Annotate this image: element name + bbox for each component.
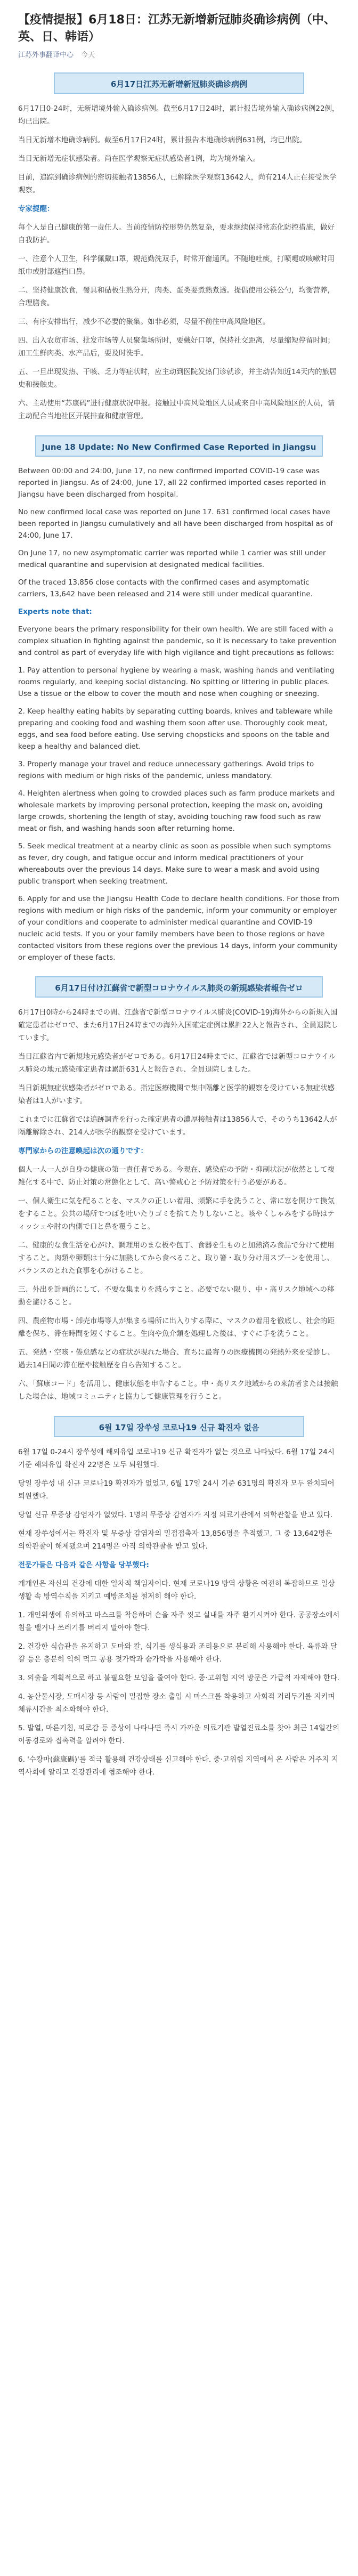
article-title: 【疫情提报】6月18日：江苏无新增新冠肺炎确诊病例（中、英、日、韩语）: [18, 13, 336, 44]
paragraph: 個人一人一人が自身の健康の第一責任者である。今現在、感染症の予防・抑制状況が依然として複雑化する中で、防止対策の常態化として、高い警戒心と予防対策を行う必要がある。: [18, 1165, 335, 1187]
publish-date: 今天: [81, 51, 95, 59]
paragraph: 每个人是自己健康的第一责任人。当前疫情防控形势仍然复杂，要求继续保持常态化防控措施，做好自我防护。: [18, 223, 335, 245]
paragraph: 3. Properly manage your travel and reduce unnecessary gatherings. Avoid trips to regions with medium or high risks of the pandemic, unless mandatory.: [18, 760, 314, 780]
paragraph: 五、発熱・空咳・倦怠感などの症状が現れた場合、直ちに最寄りの医療機関の発熱外来を受診し、過去14日間の滞在歴や接触歴を自ら告知すること。: [18, 1348, 335, 1370]
paragraph: 4. 농산물시장, 도매시장 등 사람이 밀집한 장소 출입 시 마스크를 착용하고 사회적 거리두기를 지키며 체류시간을 최소화해야 한다.: [18, 1692, 335, 1714]
paragraph: 2. 건강한 식습관을 유지하고 도마와 칼, 식기를 생식용과 조리용으로 분리해 사용해야 한다. 육류와 달걀 등은 충분히 익혀 먹고 공용 젓가락과 숟가락을 사용해야 한다.: [18, 1642, 337, 1664]
section-heading-korean: 6월 17일 장쑤성 코로나19 신규 확진자 없음: [54, 1416, 304, 1437]
paragraph: 4. Heighten alertness when going to crowded places such as farm produce markets and wholesale markets by improving personal protection, keeping the mask on, avoiding large crowds, shortening the length of stay, avoiding touching raw food such as raw meat or fish, and washing hands soon after returning home.: [18, 789, 335, 833]
paragraph: 6월 17일 0-24시 장쑤성에 해외유입 코로나19 신규 확진자가 없는 것으로 나타났다. 6월 17일 24시 기준 해외유입 확진자 22명은 모두 퇴원했다.: [18, 1448, 335, 1469]
expert-note-heading: 전문가들은 다음과 같은 사항을 당부했다:: [18, 1561, 149, 1569]
section-body-chinese: [18, 102, 340, 423]
paragraph: 当日江蘇省内で新規地元感染者がゼロである。6月17日24時までに、江蘇省では新型コロナウイルス肺炎の地元感染確定患者は累計631人と報告され、全員退院しました。: [18, 1052, 336, 1074]
paragraph: 6月17日0-24时，无新增境外输入确诊病例。截至6月17日24时，累计报告境外输入确诊病例22例，均已出院。: [18, 104, 339, 126]
paragraph: 1. Pay attention to personal hygiene by wearing a mask, washing hands and ventilating rooms regularly, and keeping social distancing. No spitting or littering in public places. Use a tissue or the elbow to cover the mouth and nose when coughing or sneezing.: [18, 666, 335, 698]
paragraph: Of the traced 13,856 close contacts with the confirmed cases and asymptomatic carriers, 13,642 have been released and 214 were still under medical quarantine.: [18, 578, 313, 598]
paragraph: 六、主动使用“苏康码”进行健康状况申报。接触过中高风险地区人员或来自中高风险地区的人员，请主动配合当地社区开展排查和健康管理。: [18, 399, 335, 420]
paragraph: これまでに江蘇省では追跡調査を行った確定患者の濃厚接触者は13856人で、そのうち13642人が隔離解除され、214人が医学的観察を受けています。: [18, 1115, 337, 1137]
article-meta: [18, 49, 340, 60]
paragraph: 당일 신규 무증상 감염자가 없었다. 1명의 무증상 감염자가 지정 의료기관에서 의학관찰을 받고 있다.: [18, 1511, 333, 1519]
paragraph: 三、外出を計画的にして、不要な集まりを減らすこと。必要でない限り、中・高リスク地域への移動を避けること。: [18, 1285, 335, 1307]
section-body-korean: [18, 1446, 340, 1779]
paragraph: 6月17日0時から24時までの間、江蘇省で新型コロナウイルス肺炎(COVID-19)海外からの新規入国確定患者はゼロで、また6月17日24時までの海外入国確定症例は累計22人と報告され、全員退院しています。: [18, 1008, 338, 1042]
expert-note-heading: 专家提醒：: [18, 205, 54, 213]
section-heading-english: June 18 Update: No New Confirmed Case Reported in Jiangsu: [35, 435, 323, 457]
account-name-link[interactable]: 江苏外事翻译中心: [18, 51, 74, 59]
paragraph: No new confirmed local case was reported on June 17. 631 confirmed local cases have been reported in Jiangsu cumulatively and all have been discharged from hospital as of 24:00, June 17.: [18, 508, 333, 540]
expert-note-heading: Experts note that:: [18, 607, 92, 616]
paragraph: 当日新規無症状感染者がゼロである。指定医療機関で集中隔離と医学的観察を受けている無症状感染者は1人がいます。: [18, 1084, 335, 1105]
paragraph: 一、注意个人卫生，科学佩戴口罩，规范勤洗双手，时常开窗通风。不随地吐痰，打喷嚏或咳嗽时用纸巾或肘部遮挡口鼻。: [18, 255, 335, 276]
paragraph: 一、個人衛生に気を配ることを、マスクの正しい着用、頻繁に手を洗うこと、常に窓を開けて換気をすること。公共の場所でつばを吐いたりゴミを捨てたりしないこと。咳やくしゃみをする時はティッシュや肘の内側で口と鼻を覆うこと。: [18, 1197, 335, 1231]
paragraph: 三、有序安排出行，减少不必要的聚集。如非必须，尽量不前往中高风险地区。: [18, 318, 270, 326]
paragraph: 1. 개인위생에 유의하고 마스크를 착용하며 손을 자주 씻고 실내를 자주 환기시켜야 한다. 공공장소에서 침을 뱉거나 쓰레기를 버리지 말아야 한다.: [18, 1611, 340, 1632]
paragraph: 3. 외출을 계획적으로 하고 불필요한 모임을 줄여야 한다. 중·고위험 지역 방문은 가급적 자제해야 한다.: [18, 1674, 340, 1682]
paragraph: 현재 장쑤성에서는 확진자 및 무증상 감염자의 밀접접촉자 13,856명을 추적했고, 그 중 13,642명은 의학관찰이 해제됐으며 214명은 아직 의학관찰을 받고 있다.: [18, 1529, 332, 1551]
paragraph: 目前，追踪到确诊病例的密切接触者13856人，已解除医学观察13642人，尚有214人正在接受医学观察。: [18, 173, 337, 195]
paragraph: Everyone bears the primary responsibility for their own health. We are still faced with a complex situation in fighting against the pandemic, so it is necessary to take prevention and control as part of everyday life with high vigilance and tight precautions as follows:: [18, 625, 337, 657]
section-body-japanese: [18, 1006, 340, 1403]
paragraph: 二、坚持健康饮食，餐具和砧板生熟分开，肉类、蛋类要煮熟煮透。提倡使用公筷公勺，均衡营养，合理膳食。: [18, 286, 335, 307]
paragraph: 6. Apply for and use the Jiangsu Health Code to declare health conditions. For those from regions with medium or high risks of the pandemic, inform your community or employer of your conditions and cooperate to administer medical quarantine and COVID-19 nucleic acid tests. If you or your family members have been to those regions or have contacted visitors from these regions over the previous 14 days, inform your community or employer of these facts.: [18, 895, 339, 962]
paragraph: 六、「蘇康コード」を活用し、健康状態を申告すること。中・高リスク地域からの来訪者または接触した場合は、地域コミュニティと協力して健康管理を行うこと。: [18, 1380, 338, 1401]
paragraph: 6. '수캉마(蘇康碼)'를 적극 활용해 건강상태를 신고해야 한다. 중·고위험 지역에서 온 사람은 거주지 지역사회에 알리고 건강관리에 협조해야 한다.: [18, 1755, 338, 1777]
paragraph: 二、健康的な食生活を心がけ、調理用のまな板や包丁、食器を生ものと加熱済み食品で分けて使用すること。肉類や卵類は十分に加熱してから食べること。取り箸・取り分け用スプーンを使用し、バランスのとれた食事を心がけること。: [18, 1241, 335, 1275]
paragraph: 5. 발열, 마른기침, 피로감 등 증상이 나타나면 즉시 가까운 의료기관 발열진료소를 찾아 최근 14일간의 이동경로와 접촉력을 알려야 한다.: [18, 1724, 340, 1745]
paragraph: Between 00:00 and 24:00, June 17, no new confirmed imported COVID-19 case was reported in Jiangsu. As of 24:00, June 17, all 22 confirmed imported cases reported in Jiangsu have been discharged from hospital.: [18, 467, 326, 499]
paragraph: 当日无新增本地确诊病例。截至6月17日24时，累计报告本地确诊病例631例，均已出院。: [18, 136, 307, 144]
paragraph: 四、農産物市場・卸売市場等人が集まる場所に出入りする際に、マスクの着用を徹底し、社会的距離を保ち、滞在時間を短くすること。生肉や魚介類を処理した後は、すぐに手を洗うこと。: [18, 1317, 335, 1338]
paragraph: 四、出入农贸市场、批发市场等人员聚集场所时，要戴好口罩，保持社交距离，尽量缩短停留时间；加工生鲜肉类、水产品后，要及时洗手。: [18, 336, 335, 358]
paragraph: 2. Keep healthy eating habits by separating cutting boards, knives and tableware while preparing and cooking food and washing them soon after use. Thoroughly cook meat, eggs, and sea food before eating. Use serving chopsticks and spoons on the table and keep a healthy and balanced diet.: [18, 707, 333, 751]
paragraph: On June 17, no new asymptomatic carrier was reported while 1 carrier was still under medical quarantine and supervision at designated medical facilities.: [18, 549, 326, 569]
section-heading-japanese: 6月17日付け江蘇省で新型コロナウイルス肺炎の新規感染者報告ゼロ: [35, 976, 323, 998]
expert-note-heading: 専門家からの注意喚起は次の通りです：: [18, 1147, 148, 1155]
paragraph: 5. Seek medical treatment at a nearby clinic as soon as possible when such symptoms as fever, dry cough, and fatigue occur and inform medical practitioners of your whereabouts over the previous 14 days. Make sure to wear a mask and avoid using public transport when seeking treatment.: [18, 842, 331, 886]
paragraph: 五、一旦出现发热、干咳、乏力等症状时，应主动到医院发热门诊就诊，并主动告知近14天内的旅居史和接触史。: [18, 368, 337, 389]
paragraph: 개개인은 자신의 건강에 대한 일차적 책임자이다. 현재 코로나19 방역 상황은 여전히 복잡하므로 일상생활 속 방역수칙을 지키고 예방조치를 철저히 해야 한다.: [18, 1579, 335, 1601]
section-body-english: [18, 465, 340, 963]
paragraph: 당일 장쑤성 내 신규 코로나19 확진자가 없었고, 6월 17일 24시 기준 631명의 확진자 모두 완치되어 퇴원했다.: [18, 1479, 335, 1501]
section-heading-chinese: 6月17日江苏无新增新冠肺炎确诊病例: [54, 72, 304, 94]
paragraph: 当日无新增无症状感染者。尚在医学观察无症状感染者1例，均为境外输入。: [18, 155, 261, 163]
